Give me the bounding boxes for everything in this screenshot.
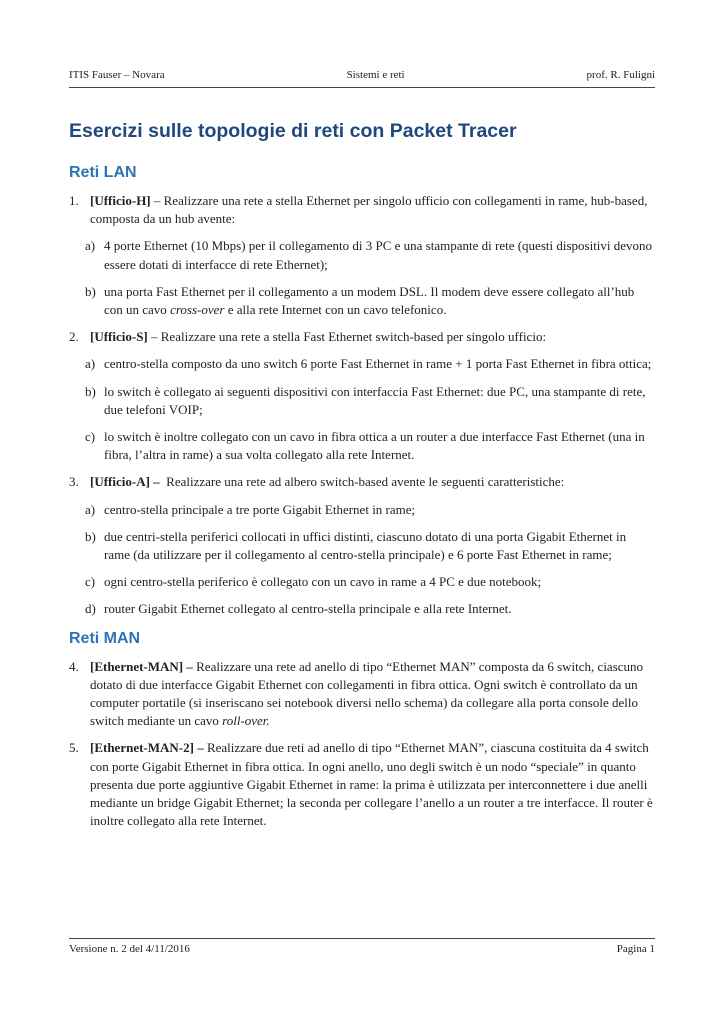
exercise-5 [69, 739, 655, 830]
item-letter: a) [85, 501, 96, 517]
exercise-text: Realizzare due reti ad anello di tipo “Ethernet MAN”, ciascuna costituita da 4 switch con porte Gigabit Ethernet in fibra ottica. In ogni anello, uno degli switch è un nodo “speciale” in quanto presenta due porte aggiuntive Gigabit Ethernet in rame: la prima è utilizzata per interconnettere i due anelli mediante un bridge Gigabit Ethernet; la seconda per collegare l’anello a un router a tre interfacce. Il router è inoltre collegato alla rete Internet. [90, 740, 653, 829]
footer-version: Versione n. 2 del 4/11/2016 [69, 943, 190, 955]
item-text: router Gigabit Ethernet collegato al centro-stella principale e alla rete Internet. [104, 601, 512, 617]
item-text-end: e alla rete Internet con un cavo telefonico. [224, 302, 447, 318]
section-heading-man: Reti MAN [69, 629, 141, 647]
item-letter: b) [85, 383, 96, 399]
exercise-2-item-a [69, 355, 655, 373]
page-footer [69, 938, 655, 955]
exercise-2 [69, 328, 655, 346]
item-text: una porta Fast Ethernet per il collegamento a un modem DSL. Il modem deve essere collegato all’hub con un cavo [104, 283, 635, 318]
exercise-number: 1. [69, 193, 79, 208]
exercise-number: 4. [69, 658, 79, 674]
item-text: ogni centro-stella periferico è collegato con un cavo in rame a 4 PC e due notebook; [104, 574, 542, 590]
exercise-number: 3. [69, 474, 79, 490]
item-letter: c) [85, 429, 96, 445]
exercise-tag: [Ufficio-S] [90, 329, 148, 345]
item-text: centro-stella principale a tre porte Gigabit Ethernet in rame; [104, 501, 416, 517]
page-title: Esercizi sulle topologie di reti con Packet Tracer [69, 120, 517, 142]
item-letter: b) [85, 528, 96, 544]
item-text: due centri-stella periferici collocati in uffici distinti, ciascuno dotato di una porta Gigabit Ethernet in rame (da utilizzare per il collegamento al centro-stella principale) e 6 porte Fast Ethernet in rame; [104, 528, 627, 563]
section-heading-lan: Reti LAN [69, 164, 137, 181]
header-subject: Sistemi e reti [346, 69, 405, 81]
exercise-text: Realizzare una rete a stella Fast Ethernet switch-based per singolo ufficio: [160, 329, 547, 345]
exercise-3-item-d [69, 600, 655, 618]
exercise-1 [69, 192, 655, 228]
exercise-1-item-b [69, 283, 655, 319]
item-text: centro-stella composto da uno switch 6 porte Fast Ethernet in rame + 1 porta Fast Ethernet in fibra ottica; [104, 356, 652, 372]
item-text: 4 porte Ethernet (10 Mbps) per il collegamento di 3 PC e una stampante di rete (questi dispositivi devono essere dotati di interfacce di rete Ethernet); [104, 238, 653, 272]
item-italic: cross-over [170, 302, 225, 318]
item-letter: d) [85, 601, 96, 617]
exercise-3-item-a [69, 501, 655, 519]
exercise-2-item-c [69, 428, 655, 464]
footer-page-number: Pagina 1 [616, 943, 655, 955]
exercise-3 [69, 473, 655, 491]
item-letter: a) [85, 356, 96, 372]
exercise-text: Realizzare una rete ad albero switch-based avente le seguenti caratteristiche: [166, 474, 565, 490]
exercise-tag: [Ethernet-MAN] – [90, 658, 193, 674]
exercise-tag: [Ufficio-H] [90, 193, 151, 208]
exercise-text: Realizzare una rete a stella Ethernet per singolo ufficio con collegamenti in rame, hub-based, composta da un hub avente: [90, 193, 648, 227]
page-header [69, 69, 655, 88]
item-text: lo switch è collegato ai seguenti dispositivi con interfaccia Fast Ethernet: due PC, una stampante di rete, due telefoni VOIP; [104, 383, 646, 417]
exercise-4 [69, 658, 655, 731]
item-letter: b) [85, 283, 96, 299]
exercise-tag: [Ufficio-A] – [90, 474, 160, 490]
document-body [69, 118, 655, 839]
header-school: ITIS Fauser – Novara [69, 69, 165, 81]
separator: – [150, 193, 164, 208]
item-letter: c) [85, 574, 96, 590]
item-letter: a) [85, 238, 96, 254]
exercise-italic: roll-over. [222, 713, 270, 729]
exercise-number: 5. [69, 740, 79, 756]
exercise-3-item-c [69, 573, 655, 591]
exercise-tag: [Ethernet-MAN-2] – [90, 740, 204, 756]
separator: – [147, 329, 161, 345]
exercise-1-item-a [69, 237, 655, 273]
exercise-2-item-b [69, 383, 655, 419]
header-author: prof. R. Fuligni [586, 69, 655, 81]
item-text: lo switch è inoltre collegato con un cavo in fibra ottica a un router a due interfacce Fast Ethernet (una in fibra, l’altra in rame) a sua volta collegato alla rete Internet. [104, 429, 645, 463]
exercise-3-item-b [69, 528, 655, 564]
exercise-text: Realizzare una rete ad anello di tipo “Ethernet MAN” composta da 6 switch, ciascuno dotato di due interfacce Gigabit Ethernet con collegamenti in fibra ottica. Ogni switch è controllato da un computer portatile (si inseriscano sei notebook diversi nello schema) da collegare alla porta console dello switch mediante un cavo [90, 658, 644, 729]
exercise-number: 2. [69, 329, 79, 345]
